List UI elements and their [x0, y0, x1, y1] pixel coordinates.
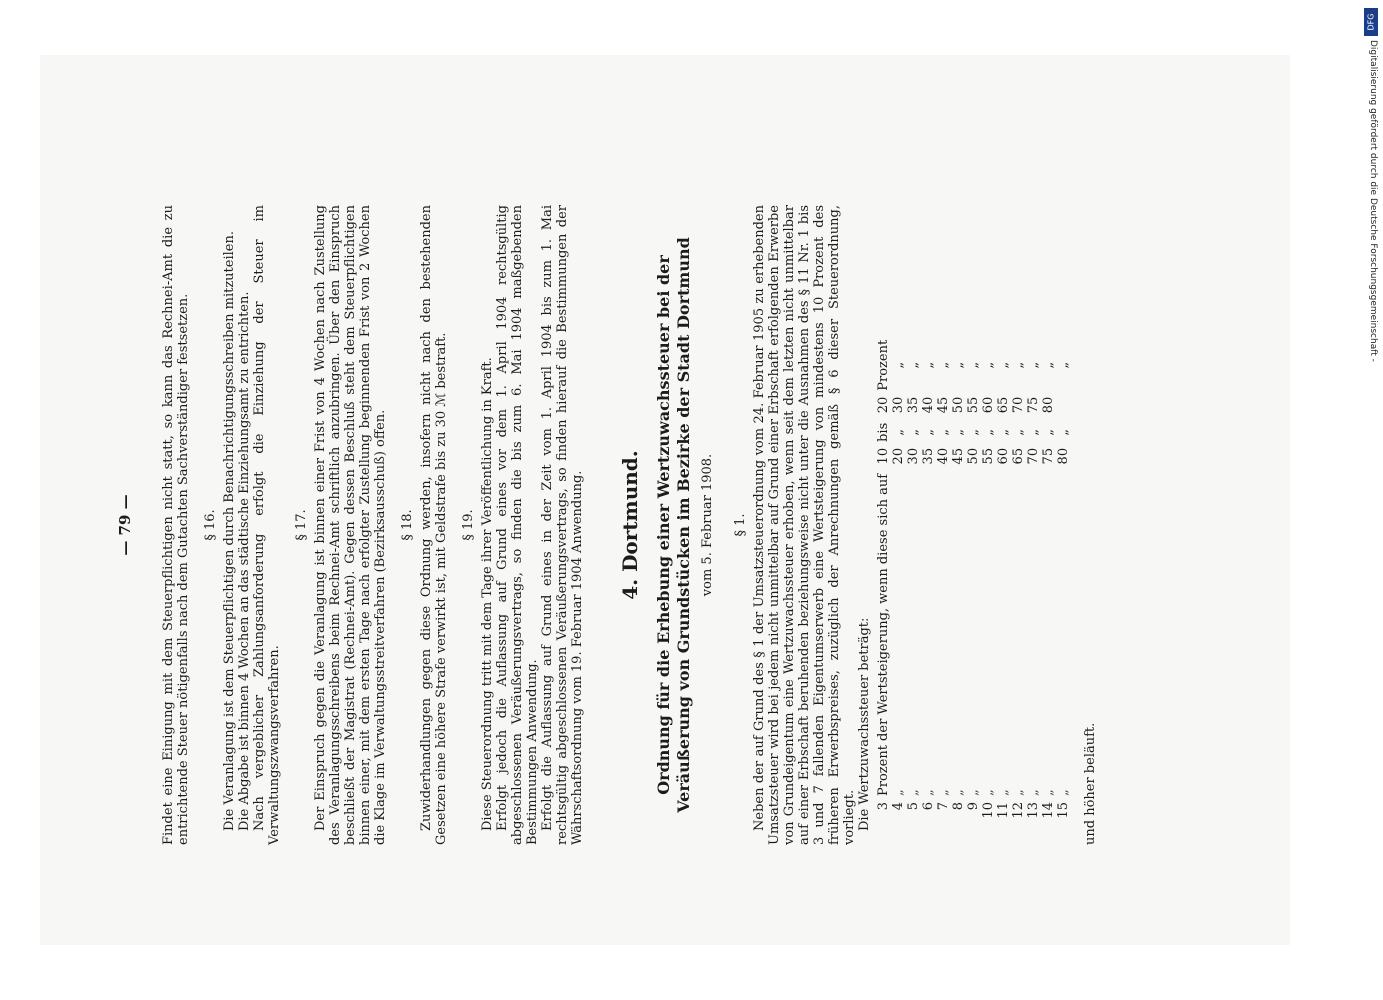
city-heading: 4. Dortmund.	[618, 450, 642, 600]
ditto-cell: „	[966, 787, 981, 796]
ditto-cell: „	[1026, 361, 1041, 369]
to-cell: 80	[1041, 396, 1056, 414]
to-cell: 20	[876, 396, 891, 414]
rate-cell: 7	[936, 802, 951, 811]
to-cell: 40	[921, 396, 936, 414]
from-cell: 65	[1011, 447, 1026, 465]
ditto-cell: „	[951, 787, 966, 796]
tax-rate-table	[876, 337, 1071, 823]
table-row	[891, 337, 906, 823]
section-heading: § 1.	[733, 513, 748, 537]
from-cell: 70	[1026, 447, 1041, 465]
section-heading: § 17.	[294, 509, 309, 541]
ditto-cell: „	[936, 361, 951, 369]
ditto-cell: „	[921, 787, 936, 796]
unit-cell: Prozent	[876, 339, 891, 391]
rate-cell: 14	[1041, 802, 1056, 819]
paragraph: Die Veranlagung ist dem Steuerpflichtigen durch Benachrichtigungsschreiben mitzuteilen.	[222, 231, 237, 831]
ditto-cell: „	[1011, 428, 1026, 436]
to-cell: 75	[1026, 396, 1041, 414]
dfg-logo	[1364, 8, 1378, 36]
ordinance-title: Ordnung für die Erhebung einer Wertzuwachssteuer bei der Veräußerung von Grundstücken im Bezirke der Stadt Dortmund	[654, 237, 693, 813]
from-cell: 80	[1056, 447, 1071, 465]
paragraph: Diese Steuerordnung tritt mit dem Tage ihrer Veröffentlichung in Kraft.	[480, 357, 495, 831]
from-cell: 10	[876, 447, 891, 465]
digitization-credit: Digitalisierung gefördert durch die Deutsche Forschungsgemeinschaft -	[1368, 40, 1378, 362]
section-heading: § 16.	[203, 509, 218, 541]
from-cell: 75	[1041, 447, 1056, 465]
ditto-cell: „	[906, 361, 921, 369]
ditto-cell: „	[951, 361, 966, 369]
to-cell	[1056, 394, 1071, 420]
rate-cell: 8	[951, 802, 966, 811]
section-1-paragraph: Neben der auf Grund des § 1 der Umsatzsteuerordnung vom 24. Februar 1905 zu erhebenden Umsatzsteuer wird bei jedem nicht unmittelbar auf Grund einer Erbschaft erfolgenden Erwerbe von Grundeigentum eine Wertzuwachssteuer erhoben, wenn seit dem letzten nicht unmittelbar auf einer Erbschaft beruhenden beziehungsweise nicht unter die Ausnahmen des § 11 Nr. 1 bis 3 und 7 fallenden Eigentumserwerb eine Wertsteigerung von mindestens 10 Prozent des früheren Erwerbspreises, zuzüglich der Anrechnungen gemäß § 6 dieser Steuerordnung, vorliegt.	[752, 205, 857, 845]
table-row	[1056, 337, 1071, 823]
to-cell: 55	[966, 396, 981, 414]
ditto-cell: „	[906, 428, 921, 436]
table-row	[996, 337, 1011, 823]
ditto-cell: „	[1041, 361, 1056, 369]
ditto-cell: „	[966, 428, 981, 436]
rate-cell: 6	[921, 802, 936, 811]
to-cell: 65	[996, 396, 1011, 414]
from-cell: 60	[996, 447, 1011, 465]
section-heading: § 19.	[461, 509, 476, 541]
ditto-cell: „	[891, 787, 906, 796]
ditto-cell: „	[996, 787, 1011, 796]
table-row	[936, 337, 951, 823]
paragraph: Erfolgt die Auflassung auf Grund eines in der Zeit vom 1. April 1904 bis zum 1. Mai rechtsgültig abgeschlossenen Veräußerungsvertrags, so finden hierauf die Bestimmungen der Währschaftsordnung vom 19. Februar 1904 Anwendung.	[540, 205, 585, 845]
rate-cell: 10	[981, 802, 996, 819]
ditto-cell: „	[921, 428, 936, 436]
ditto-cell: „	[1011, 361, 1026, 369]
table-row	[966, 337, 981, 823]
ditto-cell: „	[921, 361, 936, 369]
rate-cell: 9	[966, 802, 981, 811]
section-16	[203, 205, 282, 845]
ditto-cell: „	[1056, 787, 1071, 796]
to-cell: 30	[891, 396, 906, 414]
paragraph: Zuwiderhandlungen gegen diese Ordnung werden, insofern nicht nach den bestehenden Gesetzen eine höhere Strafe verwirkt ist, mit Geldstrafe bis zu 30 ℳ bestraft.	[419, 205, 449, 845]
table-tail: und höher beläuft.	[1083, 722, 1098, 845]
table-row	[876, 337, 891, 823]
ditto-cell: „	[891, 428, 906, 436]
document-page	[118, 205, 1098, 845]
rate-cell: 11	[996, 802, 1011, 819]
from-cell: 20	[891, 447, 906, 465]
paragraph: Die Abgabe ist binnen 4 Wochen an das städtische Einziehungsamt zu entrichten.	[237, 291, 252, 831]
intro-paragraph: Findet eine Einigung mit dem Steuerpflichtigen nicht statt, so kann das Rechnei-Amt die zu entrichtende Steuer nötigenfalls nach dem Gutachten Sachverständiger festsetzen.	[161, 205, 191, 845]
to-cell: 70	[1011, 396, 1026, 414]
ditto-cell: „	[966, 361, 981, 369]
section-19	[461, 205, 585, 845]
ditto-cell: „	[891, 361, 906, 369]
ditto-cell: „	[1041, 787, 1056, 796]
table-row	[1026, 337, 1041, 823]
ditto-cell: „	[1056, 428, 1071, 436]
table-row	[906, 337, 921, 823]
ditto-cell: „	[1026, 787, 1041, 796]
table-row	[951, 337, 966, 823]
rate-cell: 13	[1026, 802, 1041, 819]
rate-cell: 15	[1056, 802, 1071, 819]
from-cell: 40	[936, 447, 951, 465]
page-number: — 79 —	[116, 494, 134, 556]
ditto-cell: „	[1026, 428, 1041, 436]
ditto-cell: „	[936, 787, 951, 796]
ditto-cell: „	[936, 428, 951, 436]
ditto-cell: „	[951, 428, 966, 436]
table-row	[981, 337, 996, 823]
rate-cell: 12	[1011, 802, 1026, 819]
ditto-cell: „	[981, 361, 996, 369]
ditto-cell: „	[981, 787, 996, 796]
paragraph: Der Einspruch gegen die Veranlagung ist binnen einer Frist von 4 Wochen nach Zustellung des Veranlagungsschreibens beim Rechnei-Amt schriftlich anzubringen. Über den Einspruch beschließt der Magistrat (Rechnei-Amt). Gegen dessen Beschluß steht dem Steuerpflichtigen binnen einer, mit dem ersten Tage nach erfolgter Zustellung beginnenden Frist von 2 Wochen die Klage im Verwaltungsstreitverfahren (Bezirksausschuß) offen.	[313, 205, 388, 845]
ordinance-date: vom 5. Februar 1908.	[700, 453, 715, 597]
paragraph: Erfolgt jedoch die Auflassung auf Grund eines vor dem 1. April 1904 rechtsgültig abgeschlossenen Veräußerungsvertrags, so finden die bis zum 6. Mai 1904 maßgebenden Bestimmungen Anwendung.	[495, 205, 540, 845]
dfg-logo-text: DFG	[1366, 13, 1376, 31]
ditto-cell: „	[996, 428, 1011, 436]
section-heading: § 18.	[400, 509, 415, 541]
ditto-cell: „	[996, 361, 1011, 369]
to-cell: 50	[951, 396, 966, 414]
section-18	[400, 205, 449, 845]
ditto-cell: „	[1041, 428, 1056, 436]
from-cell: 55	[981, 447, 996, 465]
ditto-cell: „	[1056, 361, 1071, 369]
table-row	[1011, 337, 1026, 823]
paragraph: Nach vergeblicher Zahlungsanforderung erfolgt die Einziehung der Steuer im Verwaltungszwangsverfahren.	[252, 205, 282, 845]
from-cell: 50	[966, 447, 981, 465]
row-text: Prozent der Wertsteigerung, wenn diese sich auf	[876, 473, 891, 796]
bis-cell: bis	[876, 422, 891, 442]
rate-cell: 5	[906, 802, 921, 811]
table-row	[921, 337, 936, 823]
ditto-cell: „	[981, 428, 996, 436]
to-cell: 35	[906, 396, 921, 414]
from-cell: 35	[921, 447, 936, 465]
ditto-cell: „	[1011, 787, 1026, 796]
from-cell: 30	[906, 447, 921, 465]
to-cell: 45	[936, 396, 951, 414]
table-row	[1041, 337, 1056, 823]
rate-cell: 3	[876, 802, 891, 811]
rate-cell: 4	[891, 802, 906, 811]
ditto-cell: „	[906, 787, 921, 796]
section-17	[294, 205, 388, 845]
table-intro: Die Wertzuwachssteuer beträgt:	[857, 617, 872, 831]
to-cell: 60	[981, 396, 996, 414]
from-cell: 45	[951, 447, 966, 465]
